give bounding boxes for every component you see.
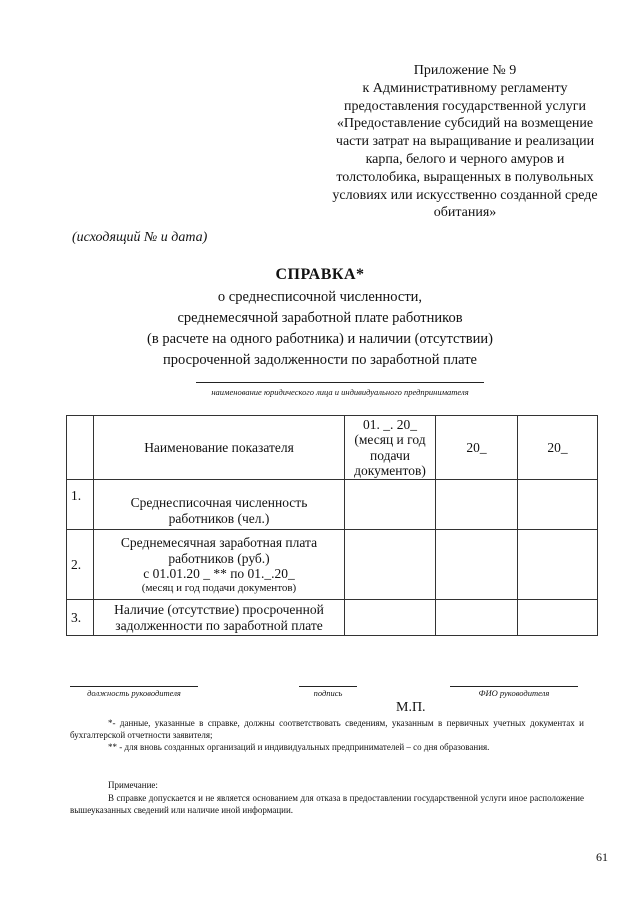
appendix-line: к Административному регламенту bbox=[362, 80, 568, 96]
full-name-caption: ФИО руководителя bbox=[478, 688, 550, 698]
row-indicator-line: с 01.01.20 _ ** по 01._.20_ bbox=[143, 566, 295, 581]
row-number: 2. bbox=[67, 530, 94, 600]
row-indicator bbox=[94, 480, 345, 530]
organization-name-line bbox=[196, 382, 484, 383]
value-cell[interactable] bbox=[518, 600, 598, 636]
row-indicator-line: задолженности по заработной плате bbox=[115, 617, 323, 633]
table-row bbox=[67, 530, 598, 600]
subtitle-line: среднемесячной заработной плате работников bbox=[177, 310, 463, 326]
appendix-line: карпа, белого и черного амуров и bbox=[365, 151, 565, 167]
value-cell[interactable] bbox=[345, 530, 436, 600]
appendix-line: Приложение № 9 bbox=[413, 63, 517, 78]
appendix-line: условиях или искусственно созданной среде bbox=[332, 187, 598, 203]
header-number-cell bbox=[67, 416, 94, 480]
row-indicator bbox=[94, 600, 345, 636]
row-indicator-note: (месяц и год подачи документов) bbox=[141, 581, 297, 594]
signature-line bbox=[299, 686, 357, 687]
row-indicator-line: работников (руб.) bbox=[168, 550, 270, 566]
subtitle-line: о среднесписочной численности, bbox=[217, 289, 423, 305]
table-row bbox=[67, 480, 598, 530]
header-col1-line: 01. _. 20_ bbox=[363, 416, 417, 432]
header-col-year-1: 20_ bbox=[436, 416, 518, 480]
row-indicator-line: Наличие (отсутствие) просроченной bbox=[114, 602, 324, 617]
value-cell[interactable] bbox=[345, 480, 436, 530]
outgoing-number-date: (исходящий № и дата) bbox=[72, 230, 208, 245]
value-cell[interactable] bbox=[345, 600, 436, 636]
value-cell[interactable] bbox=[436, 480, 518, 530]
note-text: В справке допускается и не является основанием для отказа в предоставлении государственной услуги иное расположение вышеуказанных сведений или наличие иной информации. bbox=[70, 793, 584, 815]
header-col1-line: документов) bbox=[354, 463, 426, 478]
document-subtitle bbox=[0, 287, 640, 371]
indicators-table bbox=[66, 415, 598, 636]
signature-caption: подпись bbox=[313, 688, 343, 698]
appendix-line: «Предоставление субсидий на возмещение bbox=[336, 116, 594, 132]
stamp-place: М.П. bbox=[396, 700, 426, 715]
row-number: 3. bbox=[67, 600, 94, 636]
appendix-line: толстолобика, выращенных в полувольных bbox=[336, 169, 594, 185]
position-signature-line bbox=[70, 686, 198, 687]
row-number: 1. bbox=[67, 480, 94, 530]
header-col-year-2: 20_ bbox=[518, 416, 598, 480]
row-indicator bbox=[94, 530, 345, 600]
subtitle-line: (в расчете на одного работника) и наличии (отсутствии) bbox=[147, 331, 493, 347]
document-title: СПРАВКА* bbox=[275, 266, 365, 283]
appendix-line: обитания» bbox=[433, 205, 497, 221]
table-row bbox=[67, 600, 598, 636]
value-cell[interactable] bbox=[436, 530, 518, 600]
header-indicator-name: Наименование показателя bbox=[94, 416, 345, 480]
organization-name-caption: наименование юридического лица и индивидуального предпринимателя bbox=[211, 387, 469, 397]
note-label: Примечание: bbox=[108, 780, 158, 790]
appendix-line: части затрат на выращивание и реализации bbox=[335, 134, 595, 150]
header-col-submission-date bbox=[345, 416, 436, 480]
full-name-line bbox=[450, 686, 578, 687]
value-cell[interactable] bbox=[436, 600, 518, 636]
footnote-1: *- данные, указанные в справке, должны соответствовать сведениям, указанным в первичных учетных документах и бухгалтерской отчетности заявителя; bbox=[70, 718, 584, 740]
subtitle-line: просроченной задолженности по заработной плате bbox=[163, 352, 477, 368]
appendix-header bbox=[306, 62, 624, 222]
page-number: 61 bbox=[596, 850, 608, 864]
value-cell[interactable] bbox=[518, 530, 598, 600]
row-indicator-line: Среднемесячная заработная плата bbox=[120, 535, 318, 550]
appendix-line: предоставления государственной услуги bbox=[344, 98, 586, 114]
position-caption: должность руководителя bbox=[87, 688, 181, 698]
footnote-2: ** - для вновь созданных организаций и индивидуальных предпринимателей – со дня образования. bbox=[108, 742, 490, 752]
header-col1-line: подачи bbox=[370, 447, 410, 463]
header-col1-line: (месяц и год bbox=[354, 432, 426, 447]
row-indicator-line: работников (чел.) bbox=[168, 510, 270, 526]
row-indicator-line: Среднесписочная численность bbox=[130, 495, 308, 510]
table-header-row bbox=[67, 416, 598, 480]
value-cell[interactable] bbox=[518, 480, 598, 530]
